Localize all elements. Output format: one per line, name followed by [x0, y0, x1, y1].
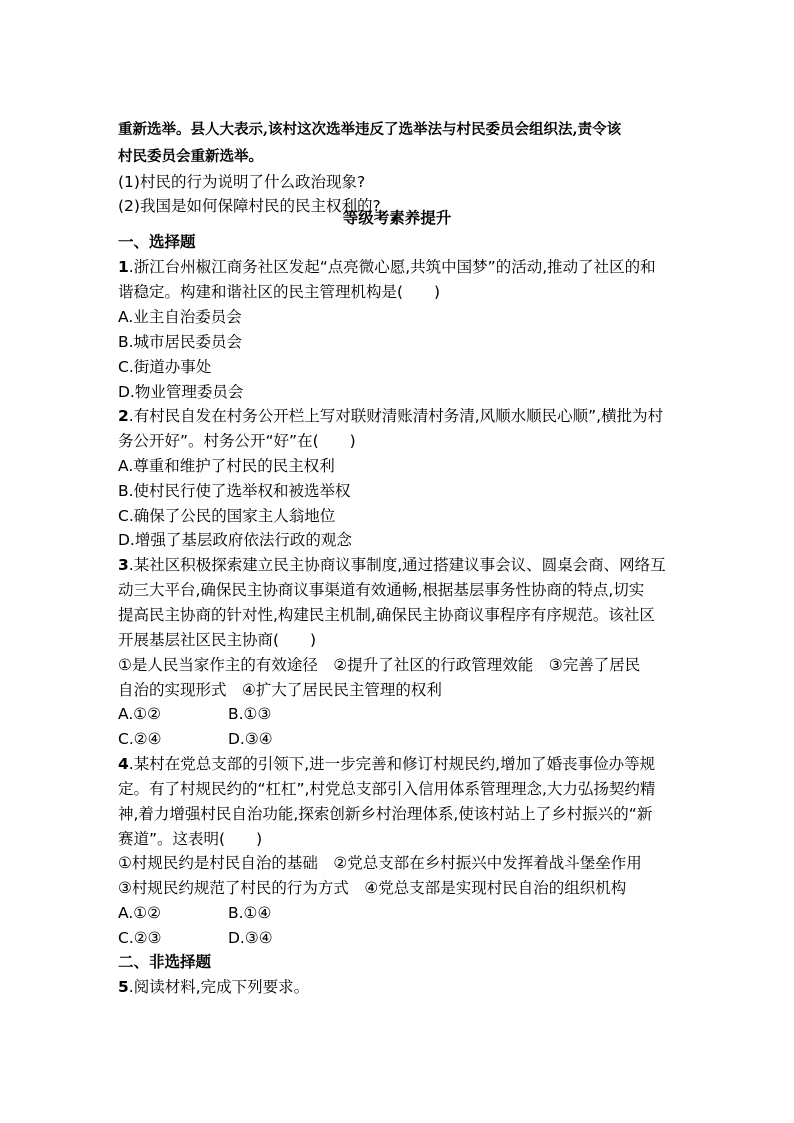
question-number: 4 — [118, 755, 129, 773]
question-stem: 4.某村在党总支部的引领下,进一步完善和修订村规民约,增加了婚丧事俭办等规 — [118, 755, 656, 773]
question-number: 2 — [118, 407, 129, 425]
statement-list: ①村规民约是村民自治的基础 ②党总支部在乡村振兴中发挥着战斗堡垒作用 — [118, 854, 642, 872]
question-stem: 3.某社区积极探索建立民主协商议事制度,通过搭建议事会议、圆桌会商、网络互 — [118, 556, 666, 574]
option-c[interactable]: C.街道办事处 — [118, 358, 212, 376]
option-row — [118, 928, 273, 948]
question-stem: 5.阅读材料,完成下列要求。 — [118, 978, 310, 996]
question-stem: 1.浙江台州椒江商务社区发起“点亮微心愿,共筑中国梦”的活动,推动了社区的和 — [118, 258, 656, 276]
option-d[interactable]: D.③④ — [228, 730, 273, 748]
part-heading: 二、非选择题 — [118, 953, 212, 971]
option-b[interactable]: B.使村民行使了选举权和被选举权 — [118, 482, 351, 500]
question-number: 3 — [118, 556, 129, 574]
option-b[interactable]: B.①④ — [228, 904, 272, 922]
option-d[interactable]: D.增强了基层政府依法行政的观念 — [118, 531, 352, 549]
option-a[interactable]: A.尊重和维护了村民的民主权利 — [118, 457, 335, 475]
statement-list: ①是人民当家作主的有效途径 ②提升了社区的行政管理效能 ③完善了居民 — [118, 656, 641, 674]
prev-question: (1)村民的行为说明了什么政治现象? — [118, 173, 366, 191]
question-stem: 神,着力增强村民自治功能,探索创新乡村治理体系,使该村站上了乡村振兴的“新 — [118, 805, 653, 823]
option-row — [118, 903, 272, 923]
option-b[interactable]: B.①③ — [228, 705, 272, 723]
option-d[interactable]: D.物业管理委员会 — [118, 383, 244, 401]
question-stem: 务公开好”。村务公开“好”在( ) — [118, 432, 356, 450]
question-stem: 定。有了村规民约的“杠杠”,村党总支部引入信用体系管理理念,大力弘扬契约精 — [118, 780, 656, 798]
prev-question: (2)我国是如何保障村民的民主权利的? — [118, 197, 381, 215]
question-stem: 谐稳定。构建和谐社区的民主管理机构是( ) — [118, 283, 441, 301]
statement-list: 自治的实现形式 ④扩大了居民民主管理的权利 — [118, 681, 442, 699]
question-stem: 动三大平台,确保民主协商议事渠道有效通畅,根据基层事务性协商的特点,切实 — [118, 581, 645, 599]
option-b[interactable]: B.城市居民委员会 — [118, 333, 243, 351]
question-number: 1 — [118, 258, 129, 276]
part-heading: 一、选择题 — [118, 233, 196, 251]
section-title: 等级考素养提升 — [342, 209, 452, 227]
option-c[interactable]: C.确保了公民的国家主人翁地位 — [118, 507, 336, 525]
statement-list: ③村规民约规范了村民的行为方式 ④党总支部是实现村民自治的组织机构 — [118, 879, 627, 897]
material-line: 村民委员会重新选举。 — [118, 148, 263, 165]
option-row — [118, 704, 272, 724]
question-stem: 提高民主协商的针对性,构建民主机制,确保民主协商议事程序有序规范。该社区 — [118, 606, 655, 624]
option-c[interactable]: C.②④ — [118, 730, 162, 748]
question-stem: 赛道”。这表明( ) — [118, 830, 263, 848]
question-stem: 开展基层社区民主协商( ) — [118, 631, 317, 649]
option-row — [118, 729, 273, 749]
question-stem: 2.有村民自发在村务公开栏上写对联财清账清村务清,风顺水顺民心顺”,横批为村 — [118, 407, 664, 425]
option-a[interactable]: A.①② — [118, 904, 162, 922]
option-c[interactable]: C.②③ — [118, 929, 162, 947]
option-d[interactable]: D.③④ — [228, 929, 273, 947]
material-line: 重新选举。县人大表示,该村这次选举违反了选举法与村民委员会组织法,责令该 — [118, 121, 622, 138]
option-a[interactable]: A.①② — [118, 705, 162, 723]
option-a[interactable]: A.业主自治委员会 — [118, 308, 242, 326]
question-number: 5 — [118, 978, 129, 996]
